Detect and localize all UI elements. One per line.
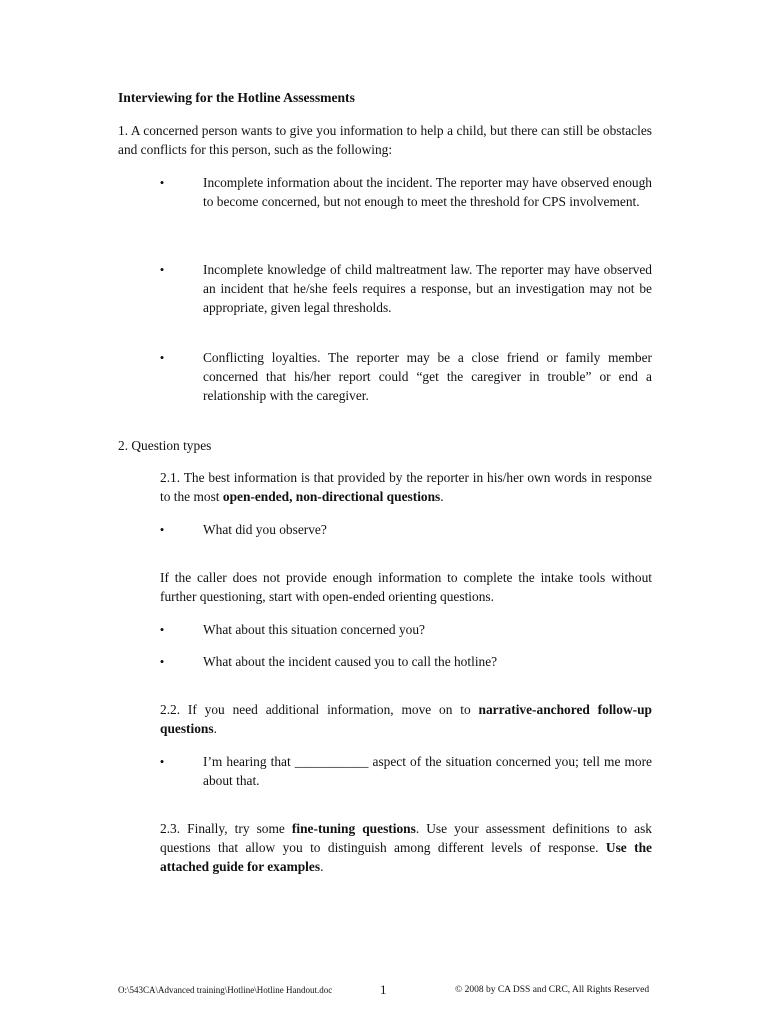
bullet-icon: • — [159, 522, 165, 537]
bullet-icon: • — [159, 175, 165, 190]
narrative-anchored-emphasis: narrative-anchored follow-up questions — [160, 702, 652, 736]
page-title: Interviewing for the Hotline Assessments — [118, 90, 355, 105]
bullet-conflicting-loyalties: Conflicting loyalties. The reporter may be a close friend or family member concerned that his/her report could “get the caregiver in trouble” or end a relationship with the caregiver. — [203, 350, 652, 403]
attached-guide-emphasis: Use the attached guide for examples — [160, 840, 652, 874]
section1-intro: 1. A concerned person wants to give you information to help a child, but there can still be obstacles and conflicts for this person, such as the following: — [118, 123, 652, 157]
fine-tuning-emphasis: fine-tuning questions — [291, 821, 416, 836]
caller-paragraph: If the caller does not provide enough information to complete the intake tools without further questioning, start with open-ended orienting questions. — [160, 570, 652, 604]
section2-heading: 2. Question types — [118, 438, 212, 453]
paragraph-2-2: 2.2. If you need additional information, move on to narrative-anchored follow-up questions. — [160, 702, 652, 736]
bullet-icon: • — [159, 654, 165, 669]
bullet-incomplete-knowledge: Incomplete knowledge of child maltreatment law. The reporter may have observed an incident that he/she feels requires a response, but an investigation may not be appropriate, given legal thresholds. — [203, 262, 652, 315]
bullet-incomplete-information: Incomplete information about the incident. The reporter may have observed enough to become concerned, but not enough to meet the threshold for CPS involvement. — [203, 175, 652, 209]
bullet-hearing-that: I’m hearing that ___________ aspect of the situation concerned you; tell me more about that. — [203, 754, 652, 788]
footer-copyright: © 2008 by CA DSS and CRC, All Rights Reserved — [455, 985, 650, 995]
open-ended-emphasis: open-ended, non-directional questions — [222, 489, 441, 504]
paragraph-2-3: 2.3. Finally, try some fine-tuning questions. Use your assessment definitions to ask questions that allow you to distinguish among different levels of response. Use the attached guide for examples. — [160, 821, 652, 874]
bullet-icon: • — [159, 350, 165, 365]
bullet-incident-caused-call: What about the incident caused you to call the hotline? — [203, 654, 498, 669]
bullet-icon: • — [159, 754, 165, 769]
paragraph-2-1: 2.1. The best information is that provided by the reporter in his/her own words in response to the most open-ended, non-directional questions. — [160, 470, 652, 504]
footer-file-path: O:\543CA\Advanced training\Hotline\Hotline Handout.doc — [118, 985, 333, 995]
bullet-situation-concerned: What about this situation concerned you? — [203, 622, 425, 637]
bullet-what-observe: What did you observe? — [203, 522, 327, 537]
bullet-icon: • — [159, 622, 165, 637]
bullet-icon: • — [159, 262, 165, 277]
page-number: 1 — [380, 982, 387, 997]
